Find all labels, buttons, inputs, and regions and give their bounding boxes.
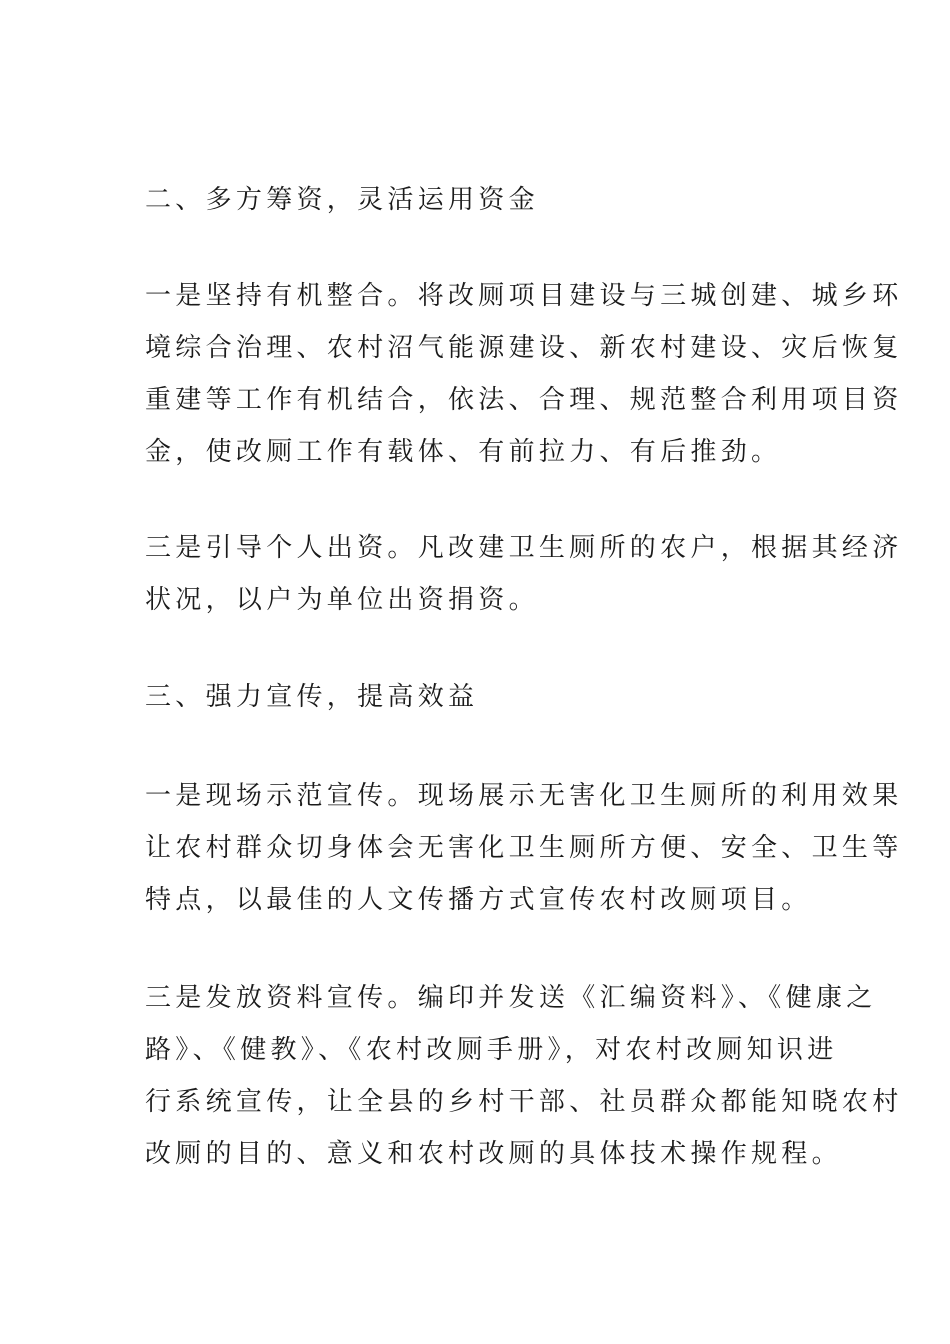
heading-text: 二、多方筹资，灵活运用资金 (145, 185, 539, 215)
paragraph-line: 重建等工作有机结合，依法、合理、规范整合利用项目资 (145, 385, 903, 415)
paragraph-line: 状况，以户为单位出资捐资。 (145, 585, 539, 615)
paragraph-integration (145, 270, 903, 478)
paragraph-personal-funding (145, 522, 903, 626)
paragraph-line: 路》、《健教》、《农村改厕手册》，对农村改厕知识进 (145, 1035, 838, 1065)
paragraph-line: 让农村群众切身体会无害化卫生厕所方便、安全、卫生等 (145, 833, 903, 863)
paragraph-line: 境综合治理、农村沼气能源建设、新农村建设、灾后恢复 (145, 333, 903, 363)
paragraph-line: 一是现场示范宣传。现场展示无害化卫生厕所的利用效果 (145, 781, 903, 811)
section-heading-publicity (145, 671, 815, 723)
paragraph-line: 一是坚持有机整合。将改厕项目建设与三城创建、城乡环 (145, 281, 903, 311)
paragraph-line: 金，使改厕工作有载体、有前拉力、有后推劲。 (145, 437, 782, 467)
heading-text: 三、强力宣传，提高效益 (145, 682, 479, 712)
paragraph-onsite-demo (145, 770, 903, 926)
paragraph-line: 改厕的目的、意义和农村改厕的具体技术操作规程。 (145, 1139, 842, 1169)
paragraph-line: 行系统宣传，让全县的乡村干部、社员群众都能知晓农村 (145, 1087, 903, 1117)
section-heading-fundraising (145, 174, 815, 226)
paragraph-line: 三是引导个人出资。凡改建卫生厕所的农户，根据其经济 (145, 533, 903, 563)
paragraph-materials (145, 972, 903, 1180)
paragraph-line: 特点，以最佳的人文传播方式宣传农村改厕项目。 (145, 885, 812, 915)
paragraph-line: 三是发放资料宣传。编印并发送《汇编资料》、《健康之 (145, 983, 877, 1013)
